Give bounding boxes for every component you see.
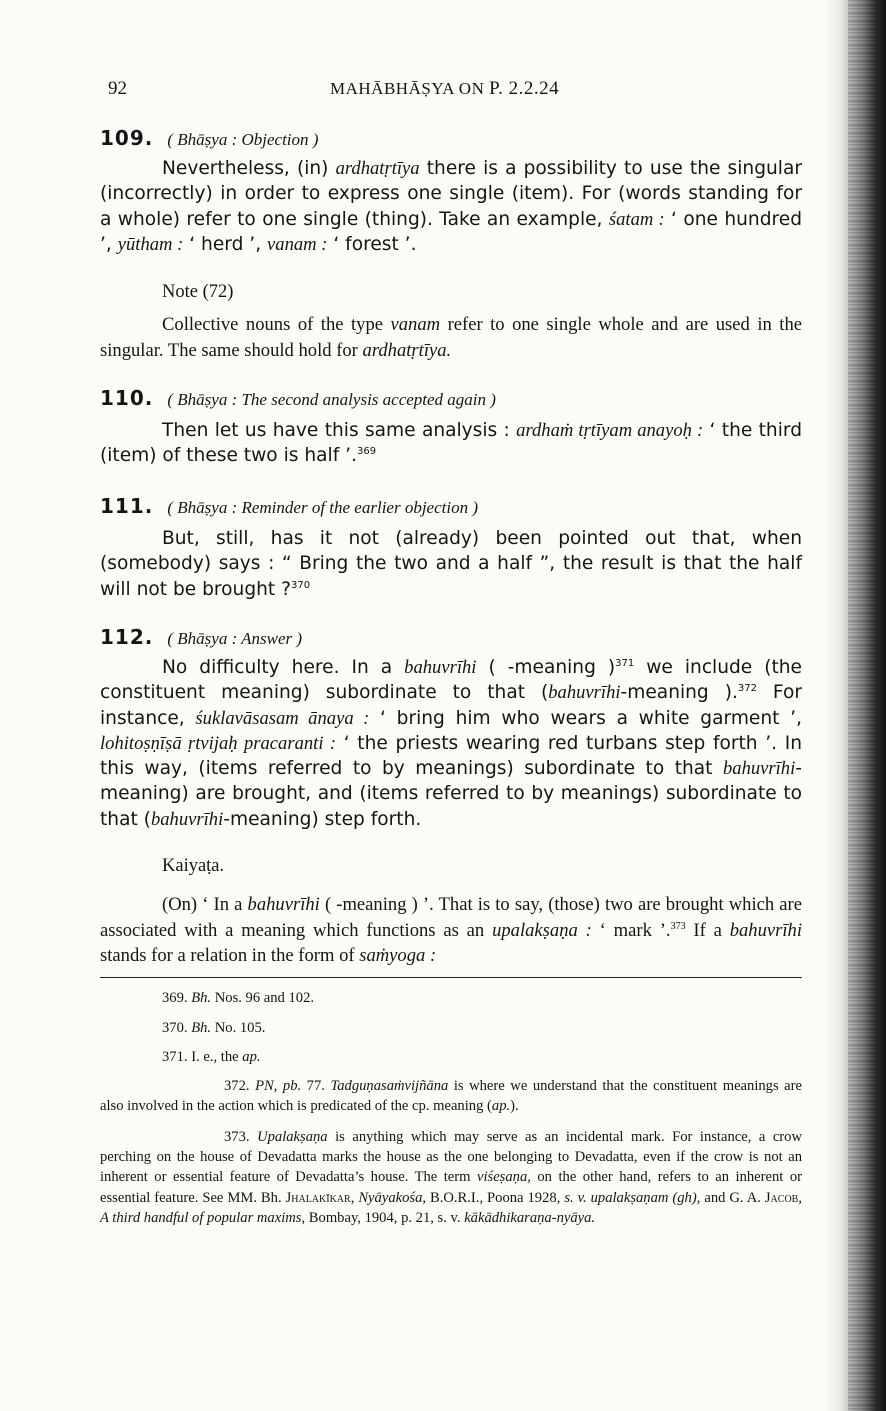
section-109-text: Nevertheless, (in) ardhatṛtīya there is a possibility to use the singular (incorrectly) in order to express one single (item). For (words standing for a whole) refer to one single (thing). Take an example, śatam : ‘ one hundred ’, yūtham : ‘ herd ’, vanam : ‘ forest ’. [100,158,802,255]
footnote-371: 371. I. e., the ap. [162,1049,261,1065]
section-112-heading: 112. ( Bhāṣya : Answer ) [100,625,303,649]
section-109-heading: 109. ( Bhāṣya : Objection ) [100,126,319,150]
page-header [0,78,886,108]
note-72-heading: Note (72) [162,282,234,302]
footnote-ref-372[interactable]: 372 [737,683,757,695]
footnote-ref-373[interactable]: 373 [670,920,686,932]
section-110-text: Then let us have this same analysis : ardhaṁ tṛtīyam anayoḥ : ‘ the third (item) of these two is half ’.$^{369}$ [100,420,802,467]
note-72-text: Collective nouns of the type vanam refer to one single whole and are used in the singular. The same should hold for ardhatṛtīya. [100,314,802,361]
footnote-ref-369[interactable]: 369 [356,446,377,458]
section-111-heading: 111. ( Bhāṣya : Reminder of the earlier objection ) [100,494,478,518]
kaiyata-heading: Kaiyaṭa. [162,856,225,876]
section-111-text: But, still, has it not (already) been pointed out that, when (somebody) says : “ Bring the two and a half ”, the result is that the half will not be brought ?$^{370}$ [100,528,802,600]
footnote-rule [100,977,802,978]
binding-texture [848,0,878,1411]
footnote-373: 373. Upalakṣaṇa is anything which may serve as an incidental mark. For instance, a crow perching on the house of Devadatta marks the house as the one belonging to Devadatta, even if the crow is not an inherent or essential feature of Devadatta’s house. The term viśeṣaṇa, on the other hand, refers to an inherent or essential feature. See MM. Bh. Jhalakīkar, Nyāyakośa, B.O.R.I., Poona 1928, s. v. upalakṣaṇam (gh), and G. A. Jacob, A third handful of popular maxims, Bombay, 1904, p. 21, s. v. kākādhikaraṇa-nyāya. [100,1129,803,1226]
running-head: MAHĀBHĀṢYA ON P. 2.2.24 [330,78,560,99]
running-head-reference: P. 2.2.24 [489,78,560,99]
footnote-369: 369. Bh. Nos. 96 and 102. [162,990,315,1006]
footnote-ref-371[interactable]: 371 [615,658,635,669]
footnote-372: 372. PN, pb. 77. Tadguṇasaṁvijñāna is where we understand that the constituent meanings are also involved in the action which is predicated of the cp. meaning (ap.). [100,1078,802,1115]
section-110-heading: 110. ( Bhāṣya : The second analysis accepted again ) [100,386,496,410]
section-112-text: No difficulty here. In a bahuvrīhi ( -meaning )$^{371}$ we include (the constituent meaning) subordinate to that (bahuvrīhi-meaning ).$^{372}$ For instance, śuklavāsasam ānaya : ‘ bring him who wears a white garment ’, lohitoṣṇīṣā ṛtvijaḥ pracaranti : ‘ the priests wearing red turbans step forth ’. In this way, (items referred to by meanings) subordinate to that bahuvrīhi-meaning) are brought, and (items referred to by meanings) subordinate to that (bahuvrīhi-meaning) step forth. [100,657,802,830]
page-number: 92 [108,78,127,99]
footnote-ref-370[interactable]: 370 [291,579,311,591]
kaiyata-text: (On) ‘ In a bahuvrīhi ( -meaning ) ’. That is to say, (those) two are brought which are associated with a meaning which functions as an upalakṣaṇa : ‘ mark ’.$^{373}$ If a bahuvrīhi stands for a relation in the form of saṁyoga : [100,894,803,966]
footnote-370: 370. Bh. No. 105. [162,1020,266,1036]
